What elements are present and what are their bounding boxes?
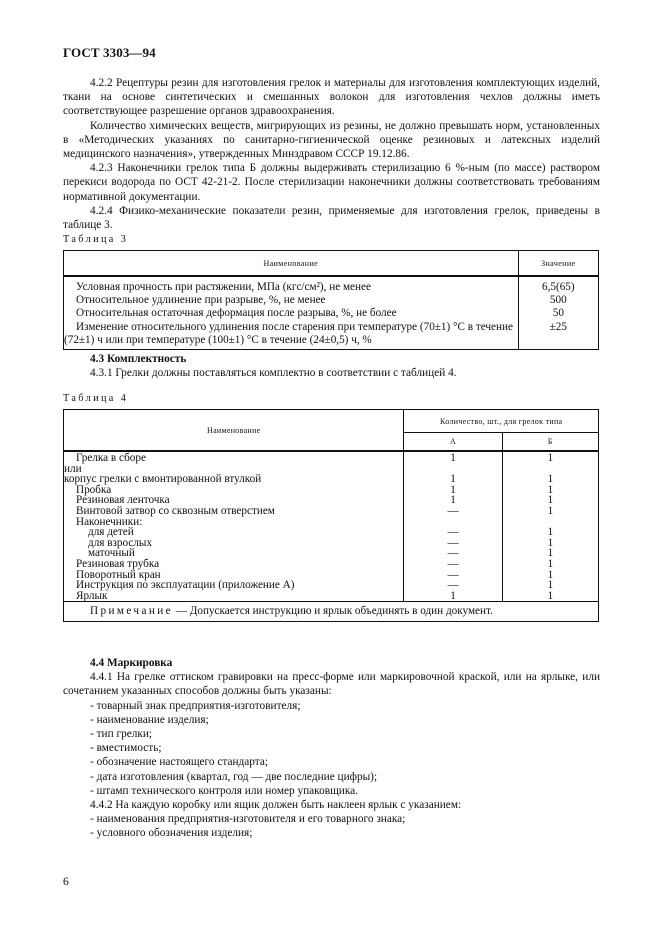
row-name: для детей — [64, 527, 404, 538]
table-3-caption — [63, 234, 126, 245]
table-3-rubber-properties — [63, 250, 599, 350]
list-item: - вместимость; — [90, 742, 162, 755]
table-note-row — [64, 602, 599, 622]
row-name: Резиновая ленточка — [64, 495, 404, 506]
list-item: - дата изготовления (квартал, год — две последние цифры); — [90, 770, 378, 783]
row-name: или — [64, 464, 404, 475]
row-qty-a: 1 — [404, 485, 502, 496]
row-qty-a: — — [404, 580, 502, 591]
row-qty-a: — — [404, 559, 502, 570]
table-row — [64, 591, 599, 602]
list-item: - тип грелки; — [90, 728, 153, 741]
row-name: Винтовой затвор со сквозным отверстием — [64, 506, 404, 517]
row-name: маточный — [64, 548, 404, 559]
row-qty-b: 1 — [502, 580, 598, 591]
row-qty-b: 1 — [502, 506, 598, 517]
column-header-type-b: Б — [502, 433, 598, 452]
list-item: - обозначение настоящего стандарта; — [90, 756, 268, 769]
row-value: 6,5(65) — [518, 276, 598, 294]
row-qty-a: 1 — [404, 495, 502, 506]
row-qty-b: 1 — [502, 474, 598, 485]
row-qty-b: 1 — [502, 548, 598, 559]
column-header-value: Значение — [518, 251, 598, 277]
table-row — [64, 506, 599, 517]
table-row — [64, 307, 599, 320]
row-name: Наконечники: — [64, 517, 404, 528]
list-item: - условного обозначения изделия; — [90, 827, 253, 840]
row-name: Изменение относительного удлинения после старения при температуре (70±1) °С в течение (72±1) ч или при температуре (100±1) °С в течение (24±0,5) ч, % — [64, 321, 519, 350]
row-qty-a: — — [404, 548, 502, 559]
table-row — [64, 294, 599, 307]
paragraph-4-4-1: 4.4.1 На грелке оттиском гравировки на пресс-форме или маркировочной краской, или на ярлыке, или сочетанием указанных способов должны быть указаны: — [63, 671, 600, 698]
row-qty-a: — — [404, 570, 502, 581]
table-row — [64, 321, 599, 350]
table-4-completeness — [63, 409, 599, 622]
table-4-caption — [63, 393, 126, 404]
table-header-row — [64, 410, 599, 433]
table-caption-word: Таблица — [63, 234, 116, 245]
paragraph-4-2-3: 4.2.3 Наконечники грелок типа Б должны выдерживать стерилизацию 6 %-ным (по массе) раствором перекиси водорода по ОСТ 42-21-2. После стерилизации наконечники должны соответствовать требованиям нормативной документации. — [63, 162, 600, 203]
row-qty-b: 1 — [502, 591, 598, 602]
column-header-type-a: А — [404, 433, 502, 452]
row-qty-a: 1 — [404, 591, 502, 602]
row-name: Пробка — [64, 485, 404, 496]
table-note — [64, 602, 599, 622]
paragraph-4-4-2: 4.4.2 На каждую коробку или ящик должен быть наклеен ярлык с указанием: — [90, 799, 462, 812]
row-value: 500 — [518, 294, 598, 307]
column-header-name: Наименование — [64, 251, 519, 277]
list-item: - товарный знак предприятия-изготовителя; — [90, 699, 301, 712]
column-header-name: Наименование — [64, 410, 404, 452]
section-4-2-text — [63, 76, 600, 232]
paragraph-4-2-2: 4.2.2 Рецептуры резин для изготовления грелок и материалы для изготовления комплектующих изделий, ткани на основе синтетических и смешанных волокон для изготовления чехлов должны иметь соответствующее разрешение органов здравоохранения. — [63, 77, 600, 118]
row-qty-b: 1 — [502, 570, 598, 581]
row-qty-a: 1 — [404, 451, 502, 464]
section-4-4-text — [63, 656, 600, 841]
table-caption-word: Таблица — [63, 393, 116, 404]
row-qty-b: 1 — [502, 527, 598, 538]
paragraph-4-2-4: 4.2.4 Физико-механические показатели резин, применяемые для изготовления грелок, приведены в таблице 3. — [63, 204, 600, 232]
row-name: Инструкция по эксплуатации (приложение А) — [64, 580, 404, 591]
paragraph-4-3-1: 4.3.1 Грелки должны поставляться комплектно в соответствии с таблицей 4. — [90, 367, 457, 380]
table-caption-number: 4 — [120, 393, 126, 404]
page-number: 6 — [63, 876, 69, 888]
section-4-3-title: 4.3 Комплектность — [90, 353, 187, 365]
row-name: Поворотный кран — [64, 570, 404, 581]
row-name: Относительное удлинение при разрыве, %, не менее — [64, 294, 519, 307]
row-qty-a: 1 — [404, 474, 502, 485]
note-text: — Допускается инструкцию и ярлык объединять в один документ. — [172, 605, 493, 618]
table-row — [64, 474, 599, 485]
column-header-quantity-group: Количество, шт., для грелок типа — [404, 410, 599, 433]
table-row — [64, 276, 599, 294]
table-row — [64, 451, 599, 464]
row-name: для взрослых — [64, 538, 404, 549]
row-name: Грелка в сборе — [64, 451, 404, 464]
row-name: Ярлык — [64, 591, 404, 602]
row-qty-a: — — [404, 538, 502, 549]
row-name: корпус грелки с вмонтированной втулкой — [64, 474, 404, 485]
row-name: Условная прочность при растяжении, МПа (кгс/см²), не менее — [64, 276, 519, 294]
list-item: - штамп технического контроля или номер упаковщика. — [90, 784, 358, 797]
row-qty-b: 1 — [502, 538, 598, 549]
paragraph-chemicals: Количество химических веществ, мигрирующих из резины, не должно превышать норм, установленных в «Методических указаниях по санитарно-гигиенической оценке резиновых и латексных изделий медицинского назначения», утвержденных Минздравом СССР 19.12.86. — [63, 119, 600, 161]
table-row — [64, 517, 599, 528]
document-code-header: ГОСТ 3303—94 — [63, 45, 156, 60]
section-4-4-title: 4.4 Маркировка — [90, 657, 173, 669]
row-qty-b: 1 — [502, 495, 598, 506]
table-row — [64, 559, 599, 570]
row-value: 50 — [518, 307, 598, 320]
row-qty-b: 1 — [502, 559, 598, 570]
list-item: - наименование изделия; — [90, 713, 209, 726]
table-header-row — [64, 251, 599, 277]
row-qty-b: 1 — [502, 485, 598, 496]
row-name: Резиновая трубка — [64, 559, 404, 570]
row-qty-a: — — [404, 506, 502, 517]
note-label: Примечание — [90, 605, 173, 618]
table-caption-number: 3 — [120, 234, 126, 245]
section-4-3-text — [63, 352, 600, 380]
row-value: ±25 — [518, 321, 598, 350]
list-item: - наименования предприятия-изготовителя и его товарного знака; — [90, 813, 406, 826]
row-name: Относительная остаточная деформация после разрыва, %, не более — [64, 307, 519, 320]
row-qty-b: 1 — [502, 451, 598, 464]
row-qty-a: — — [404, 527, 502, 538]
table-row — [64, 538, 599, 549]
table-row — [64, 580, 599, 591]
